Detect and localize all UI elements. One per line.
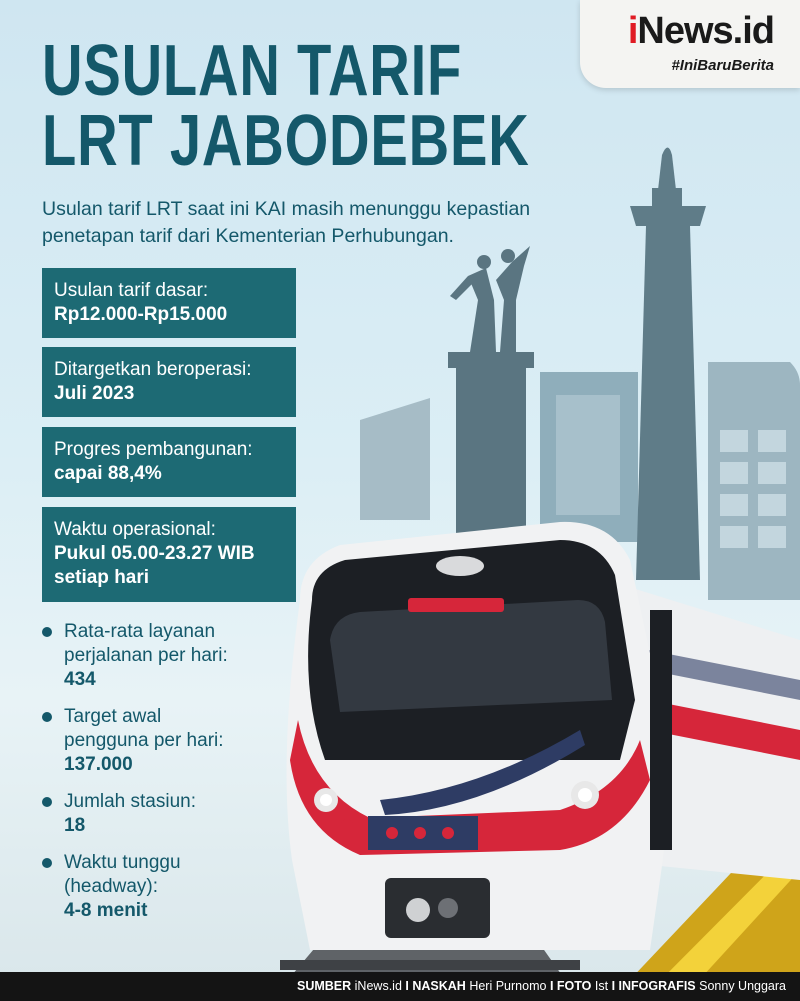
credit-val-foto: Ist [594,979,609,993]
inews-logo-badge [580,0,800,88]
info-box-target-operasi [42,347,296,417]
inews-logo [628,10,774,53]
list-item-stasiun [40,790,310,838]
credit-val-infografis: Sonny Unggara [699,979,786,993]
info-box-value: capai 88,4% [54,463,162,484]
credit-separator: I [405,979,409,993]
info-box-label: Progres pembangunan: [54,439,253,460]
bullet-dot-icon [42,858,52,868]
credit-key-infografis: INFOGRAFIS [618,979,696,993]
info-box-label: Waktu operasional: [54,519,216,540]
list-item-value: 4-8 menit [64,900,148,921]
monas-monument [630,148,706,581]
credit-separator: I [549,979,554,993]
info-box-value: Rp12.000-Rp15.000 [54,304,228,325]
bullet-dot-icon [42,712,52,722]
list-item-label-2: pengguna per hari: [64,730,224,751]
welcome-statue [448,246,534,548]
credit-key-naskah: NASKAH [412,979,466,993]
logo-word-rest: News.id [637,10,774,52]
logo-i-letter: i [627,10,638,52]
list-item-pengguna [40,705,310,777]
title-line-1: USULAN TARIF [42,31,463,111]
list-item-value: 137.000 [64,754,133,775]
info-box-progres [42,427,296,497]
list-item-label: Jumlah stasiun: [64,791,197,812]
credit-val-naskah: Heri Purnomo [469,979,547,993]
info-box-value: Juli 2023 [54,383,135,404]
credit-key-foto: FOTO [556,979,592,993]
list-item-label: Rata-rata layanan [64,621,216,642]
info-box-label: Ditargetkan beroperasi: [54,359,252,380]
stats-list [40,620,310,923]
title-line-2: LRT JABODEBEK [42,101,530,181]
list-item-label: Target awal [64,706,162,727]
list-item-label-2: (headway): [64,876,158,897]
credits-bar [0,972,800,1001]
info-box-tarif-dasar [42,268,296,338]
info-box-value-2: setiap hari [54,567,150,588]
bullet-dot-icon [42,627,52,637]
list-item-value: 18 [64,815,86,836]
credit-val-sumber: iNews.id [354,979,402,993]
list-item-layanan [40,620,310,692]
logo-tagline: #IniBaruBerita [671,57,774,74]
list-item-label-2: perjalanan per hari: [64,645,228,666]
list-item-headway [40,851,310,923]
credit-key-sumber: SUMBER [297,979,352,993]
page-title [42,31,530,181]
list-item-value: 434 [64,669,96,690]
list-item-label: Waktu tunggu [64,852,181,873]
credit-separator: I [611,979,616,993]
info-box-label: Usulan tarif dasar: [54,280,209,301]
intro-text: Usulan tarif LRT saat ini KAI masih menunggu kepastian penetapan tarif dari Kementerian Perhubungan. [42,198,531,247]
credits-text [297,972,786,1001]
info-box-value: Pukul 05.00-23.27 WIB [54,543,255,564]
info-box-waktu-operasional [42,507,296,602]
bullet-dot-icon [42,797,52,807]
